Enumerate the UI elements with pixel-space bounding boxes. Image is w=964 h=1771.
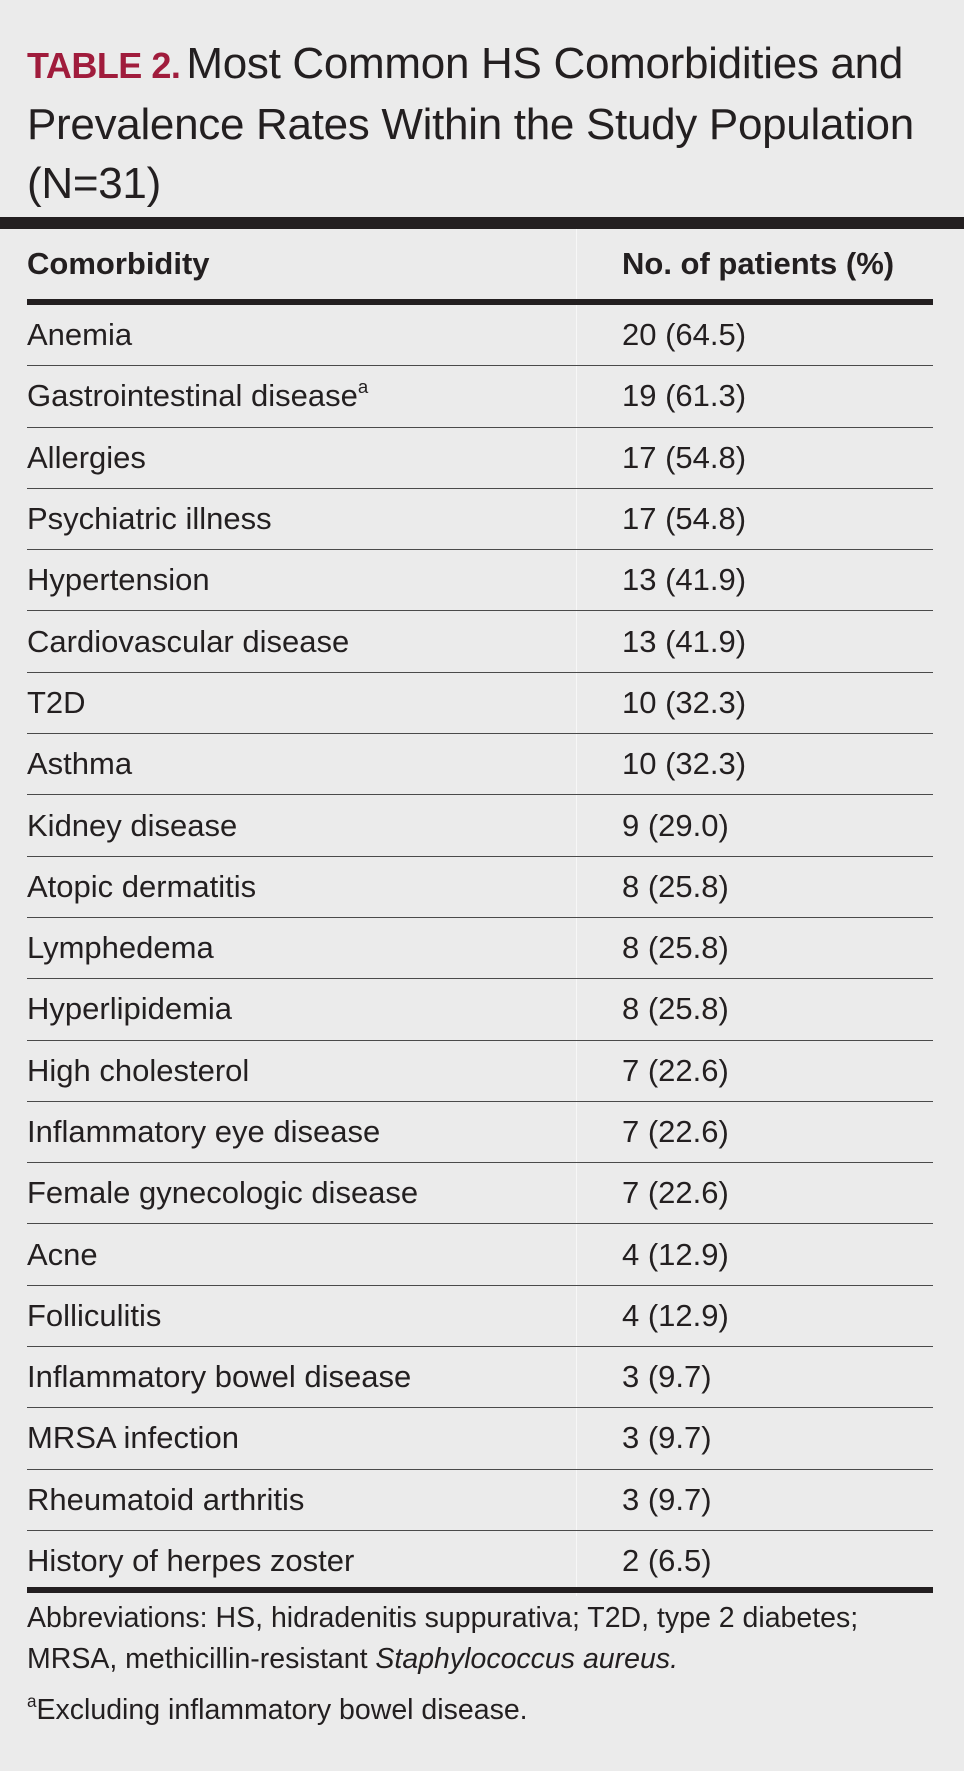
comorbidity-table — [27, 229, 933, 1591]
comorbidity-name: Rheumatoid arthritis — [27, 1481, 305, 1517]
comorbidity-name: Folliculitis — [27, 1297, 162, 1333]
comorbidity-cell — [27, 1237, 622, 1273]
comorbidity-cell — [27, 1543, 622, 1579]
table-row — [27, 734, 933, 795]
comorbidity-name: Hyperlipidemia — [27, 991, 233, 1027]
table-row — [27, 1470, 933, 1531]
comorbidity-name: Acne — [27, 1236, 98, 1272]
patients-cell: 7 (22.6) — [622, 1175, 729, 1211]
table-row — [27, 1408, 933, 1469]
table-row — [27, 428, 933, 489]
abbreviations-note — [27, 1598, 937, 1680]
comorbidity-cell — [27, 869, 622, 905]
patients-cell: 7 (22.6) — [622, 1052, 729, 1088]
patients-cell: 3 (9.7) — [622, 1481, 712, 1517]
comorbidity-name: History of herpes zoster — [27, 1543, 355, 1579]
table-row — [27, 1347, 933, 1408]
footnote-a — [27, 1690, 937, 1731]
table-row — [27, 673, 933, 734]
patients-cell: 8 (25.8) — [622, 930, 729, 966]
comorbidity-cell — [27, 1114, 622, 1150]
comorbidity-name: High cholesterol — [27, 1052, 250, 1088]
comorbidity-cell — [27, 378, 622, 414]
comorbidity-cell — [27, 1053, 622, 1089]
comorbidity-cell — [27, 991, 622, 1027]
patients-cell: 8 (25.8) — [622, 991, 729, 1027]
table-row — [27, 550, 933, 611]
table-row — [27, 1286, 933, 1347]
table-row — [27, 611, 933, 672]
comorbidity-cell — [27, 440, 622, 476]
top-rule — [0, 217, 964, 229]
comorbidity-cell — [27, 1359, 622, 1395]
table-row — [27, 305, 933, 366]
comorbidity-cell — [27, 562, 622, 598]
comorbidity-cell — [27, 685, 622, 721]
comorbidity-name: Inflammatory eye disease — [27, 1114, 381, 1149]
patients-cell: 2 (6.5) — [622, 1543, 712, 1579]
table-label: TABLE 2. — [27, 45, 181, 86]
patients-cell: 7 (22.6) — [622, 1114, 729, 1149]
comorbidity-cell — [27, 317, 622, 353]
footnote-ref: a — [357, 376, 369, 398]
patients-cell: 13 (41.9) — [622, 562, 747, 598]
table-title — [27, 34, 927, 213]
patients-cell: 13 (41.9) — [622, 623, 747, 659]
table-row — [27, 366, 933, 427]
comorbidity-cell — [27, 930, 622, 966]
comorbidity-name: MRSA infection — [27, 1420, 239, 1456]
patients-cell: 19 (61.3) — [622, 378, 747, 414]
patients-cell: 10 (32.3) — [622, 684, 747, 720]
patients-cell: 17 (54.8) — [622, 501, 747, 537]
table-row — [27, 795, 933, 856]
patients-cell: 20 (64.5) — [622, 317, 747, 353]
patients-cell: 17 (54.8) — [622, 439, 747, 475]
patients-cell: 4 (12.9) — [622, 1236, 729, 1272]
comorbidity-name: Hypertension — [27, 562, 210, 598]
comorbidity-cell — [27, 808, 622, 844]
patients-cell: 9 (29.0) — [622, 807, 729, 843]
patients-cell: 3 (9.7) — [622, 1420, 712, 1456]
comorbidity-name: Female gynecologic disease — [27, 1175, 419, 1211]
comorbidity-name: Allergies — [27, 439, 146, 475]
table-row — [27, 918, 933, 979]
patients-cell: 8 (25.8) — [622, 868, 729, 904]
abbreviations-italic: Staphylococcus aureus. — [375, 1643, 679, 1675]
comorbidity-name: Cardiovascular disease — [27, 623, 350, 659]
table-row — [27, 1531, 933, 1591]
header-comorbidity: Comorbidity — [27, 246, 210, 281]
table-row — [27, 489, 933, 550]
comorbidity-cell — [27, 1482, 622, 1518]
comorbidity-name: Inflammatory bowel disease — [27, 1359, 412, 1395]
comorbidity-cell — [27, 624, 622, 660]
comorbidity-name: Kidney disease — [27, 807, 238, 843]
comorbidity-cell — [27, 1420, 622, 1456]
comorbidity-name: Asthma — [27, 746, 133, 782]
table-row — [27, 1163, 933, 1224]
comorbidity-cell — [27, 746, 622, 782]
table-row — [27, 1224, 933, 1285]
comorbidity-cell — [27, 501, 622, 537]
footnote-marker: a — [27, 1692, 37, 1712]
table-header-row — [27, 229, 933, 305]
footnote-text: Excluding inflammatory bowel disease. — [36, 1694, 528, 1726]
abbreviations-text: Abbreviations: HS, hidradenitis suppurativa; T2D, type 2 diabetes; MRSA, methicillin-resistant — [27, 1602, 859, 1675]
comorbidity-name: Atopic dermatitis — [27, 868, 257, 904]
header-patients: No. of patients (%) — [622, 246, 895, 281]
patients-cell: 4 (12.9) — [622, 1297, 729, 1333]
table-row — [27, 979, 933, 1040]
comorbidity-name: Gastrointestinal disease — [27, 378, 358, 414]
comorbidity-name: Lymphedema — [27, 930, 214, 966]
comorbidity-name: Anemia — [27, 317, 133, 353]
table-row — [27, 1102, 933, 1163]
patients-cell: 10 (32.3) — [622, 746, 747, 782]
bottom-rule — [27, 1587, 933, 1593]
table-row — [27, 857, 933, 918]
patients-cell: 3 (9.7) — [622, 1359, 712, 1395]
comorbidity-cell — [27, 1175, 622, 1211]
comorbidity-name: Psychiatric illness — [27, 501, 272, 537]
table-title-text: Most Common HS Comorbidities and Prevalence Rates Within the Study Population (N=31) — [27, 39, 914, 208]
table-body — [27, 305, 933, 1591]
comorbidity-name: T2D — [27, 684, 86, 720]
table-footnotes — [27, 1598, 937, 1731]
table-row — [27, 1041, 933, 1102]
comorbidity-cell — [27, 1298, 622, 1334]
